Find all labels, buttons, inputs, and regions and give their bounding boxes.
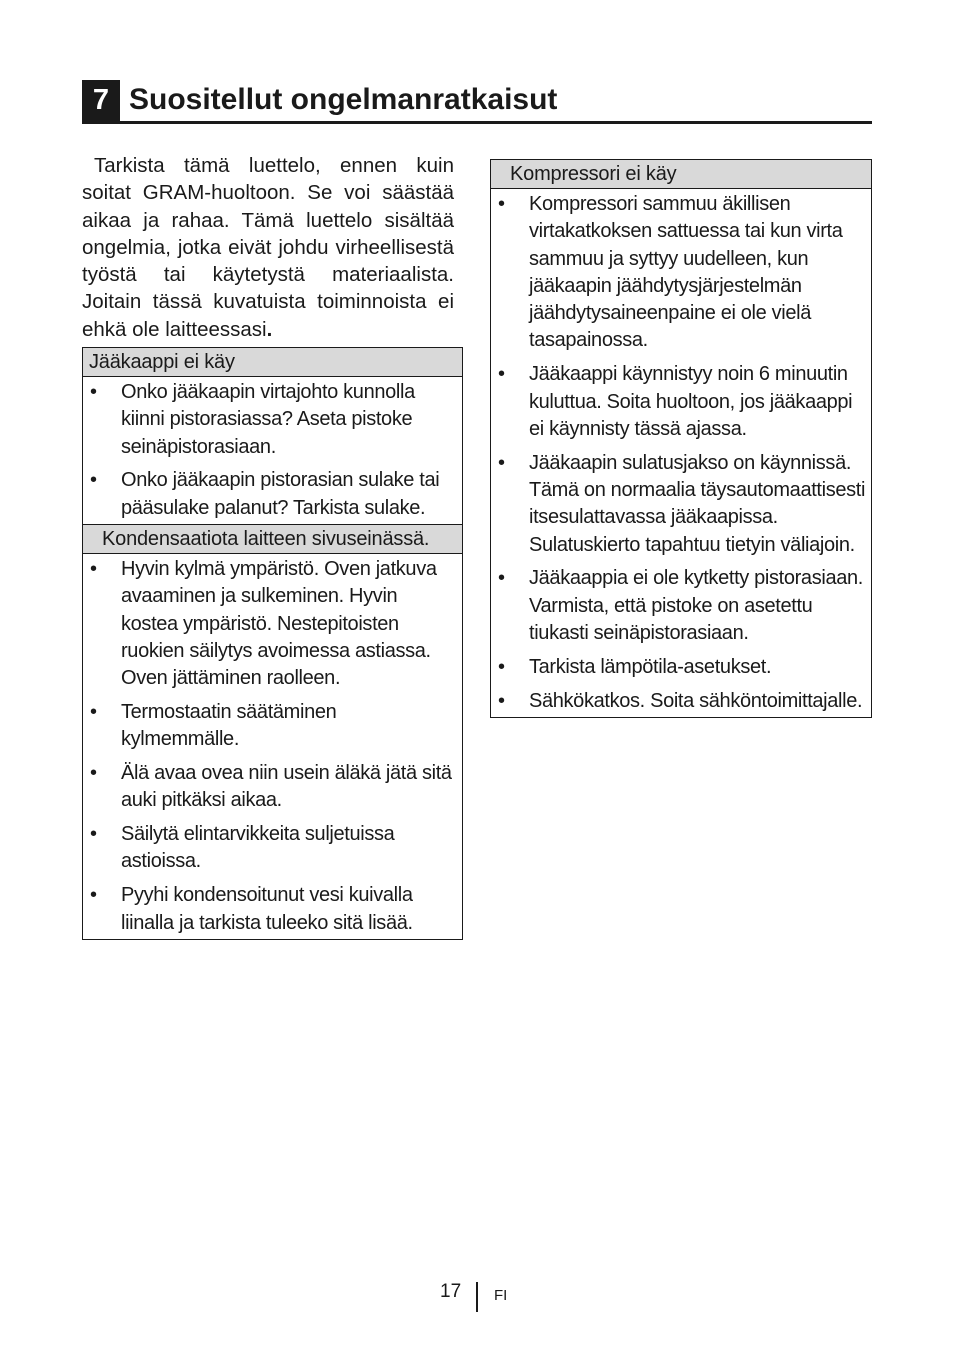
list-item-text: Jääkaappia ei ole kytketty pistorasiaan. Varmista, että pistoke on asetettu tiukasti seinäpistorasiaan. [529, 567, 863, 644]
list-item-text: Jääkaapin sulatusjakso on käynnissä. Tämä on normaalia täysautomaattisesti itsesulattavassa jääkaapissa. Sulatuskierto tapahtuu tietyin väliajoin. [529, 451, 866, 556]
list-item [83, 379, 462, 461]
bullet-icon: • [498, 193, 505, 215]
list-item-text: Termostaatin säätäminen kylmemmälle. [121, 700, 337, 751]
bullet-icon: • [498, 363, 505, 386]
list-compressor [491, 189, 871, 717]
list-item [491, 654, 871, 681]
section-heading-condensation: Kondensaatiota laitteen sivuseinässä. [83, 524, 462, 554]
list-item-text: Onko jääkaapin virtajohto kunnolla kiinni pistorasiassa? Aseta pistoke seinäpistorasiaan. [121, 381, 415, 458]
list-item [83, 699, 462, 754]
list-item-text: Älä avaa ovea niin usein äläkä jätä sitä auki pitkäksi aikaa. [121, 762, 452, 812]
chapter-number: 7 [82, 80, 120, 121]
bullet-icon: • [498, 567, 505, 590]
list-item-text: Säilytä elintarvikkeita suljetuissa astioissa. [121, 823, 395, 873]
bullet-icon: • [498, 451, 505, 474]
bullet-icon: • [90, 381, 97, 403]
intro-end-period: . [266, 317, 273, 341]
chapter-header [82, 80, 872, 124]
list-item [491, 688, 871, 715]
chapter-title: Suositellut ongelmanratkaisut [129, 83, 558, 116]
list-item [83, 467, 462, 522]
list-item [83, 760, 462, 815]
list-item [491, 565, 871, 647]
intro-paragraph [82, 152, 454, 343]
bullet-icon: • [90, 762, 97, 785]
list-condensation [83, 554, 462, 939]
list-item-text: Kompressori sammuu äkillisen virtakatkoksen sattuessa tai kun virta sammuu ja syttyy uudelleen, kun jääkaapin jäähdytysjärjestelmän jäähdytysaineenpaine ei ole vielä tasapainossa. [529, 193, 843, 352]
list-item-text: Onko jääkaapin pistorasian sulake tai pääsulake palanut? Tarkista sulake. [121, 469, 440, 519]
bullet-icon: • [498, 689, 505, 712]
list-item [491, 450, 871, 559]
bullet-icon: • [90, 700, 97, 723]
list-item [83, 556, 462, 692]
section-heading-compressor: Kompressori ei käy [491, 160, 871, 189]
bullet-icon: • [498, 655, 505, 678]
page-number: 17 [440, 1281, 462, 1302]
list-item-text: Hyvin kylmä ympäristö. Oven jatkuva avaaminen ja sulkeminen. Hyvin kostea ympäristö. Nestepitoisten ruokien säilytys avoimessa astiassa. Oven jättäminen raolleen. [121, 557, 437, 690]
list-item [491, 191, 871, 355]
bullet-icon: • [90, 557, 97, 580]
list-item-text: Jääkaappi käynnistyy noin 6 minuutin kuluttua. Soita huoltoon, jos jääkaappi ei käynnisty tässä ajassa. [529, 363, 853, 440]
troubleshooting-table-left [82, 347, 463, 940]
section-heading-not-running: Jääkaappi ei käy [83, 348, 462, 377]
list-item-text: Sähkökatkos. Soita sähköntoimittajalle. [529, 689, 863, 712]
list-not-running [83, 377, 462, 524]
footer-divider [476, 1282, 478, 1312]
list-item-text: Pyyhi kondensoitunut vesi kuivalla liinalla ja tarkista tuleeko sitä lisää. [121, 884, 413, 934]
intro-text: Tarkista tämä luettelo, ennen kuin soitat GRAM-huoltoon. Se voi säästää aikaa ja rahaa. Tämä luettelo sisältää ongelmia, jotka eivät johdu virheellisestä työstä tai käytetystä materiaalista. Joitain tässä kuvatuista toiminnoista ei ehkä ole laitteessasi [82, 154, 454, 341]
list-item [491, 361, 871, 443]
list-item [83, 821, 462, 876]
bullet-icon: • [90, 884, 97, 907]
list-item-text: Tarkista lämpötila-asetukset. [529, 655, 772, 678]
language-code: FI [494, 1287, 508, 1304]
troubleshooting-table-right [490, 159, 872, 718]
bullet-icon: • [90, 469, 97, 492]
list-item [83, 882, 462, 937]
bullet-icon: • [90, 823, 97, 846]
